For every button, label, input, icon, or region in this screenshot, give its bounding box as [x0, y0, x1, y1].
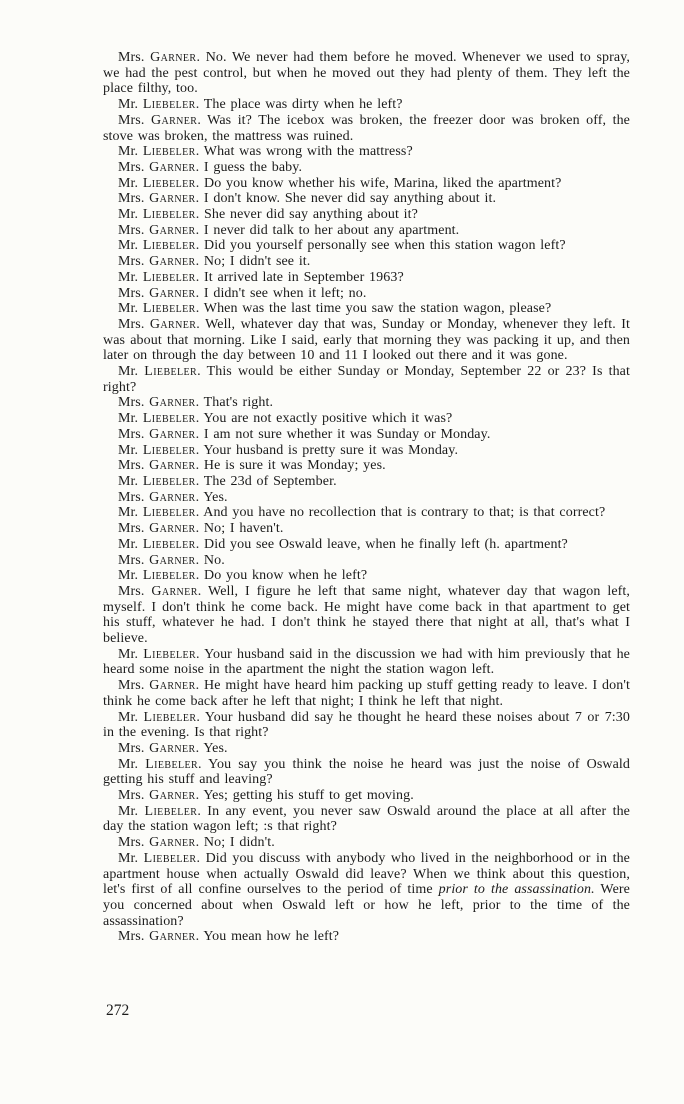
speaker-prefix: Mrs.	[118, 112, 151, 128]
speaker-prefix: Mrs.	[118, 929, 150, 945]
dialogue-text: . You are not exactly positive which it was?	[195, 411, 453, 427]
speaker-name: Liebeler	[142, 144, 196, 160]
speaker-prefix: Mr.	[118, 301, 143, 317]
speaker-prefix: Mrs.	[118, 222, 150, 238]
speaker-prefix: Mrs.	[118, 740, 150, 756]
speaker-name: Liebeler	[144, 364, 198, 380]
speaker-name: Liebeler	[142, 269, 196, 285]
speaker-name: Garner	[150, 50, 197, 65]
speaker-prefix: Mr.	[118, 646, 144, 662]
speaker-prefix: Mrs.	[118, 285, 150, 301]
speaker-name: Liebeler	[142, 175, 196, 191]
dialogue-text: . Well, whatever day that was, Sunday or Monday, whenever they left. It was about that morning. Like I said, early that morning they was packing it up, and then later on through the day between 10 and 11 I looked out there and it was gone.	[103, 316, 630, 364]
dialogue-text: . Yes.	[195, 740, 228, 756]
speaker-prefix: Mrs.	[118, 583, 152, 599]
speaker-prefix: Mr.	[118, 709, 144, 725]
speaker-prefix: Mrs.	[118, 788, 150, 804]
dialogue-paragraph	[103, 113, 630, 144]
transcript	[103, 50, 630, 945]
speaker-name: Garner	[149, 316, 197, 332]
dialogue-paragraph	[103, 851, 630, 930]
speaker-name: Garner	[149, 521, 196, 537]
dialogue-paragraph	[103, 804, 630, 835]
dialogue-text: . He is sure it was Monday; yes.	[195, 458, 386, 474]
dialogue-text: . Your husband is pretty sure it was Monday.	[195, 442, 459, 458]
speaker-prefix: Mrs.	[118, 458, 150, 474]
dialogue-text: . Was it? The icebox was broken, the freezer door was broken off, the stove was broken, the mattress was ruined.	[103, 112, 630, 144]
dialogue-paragraph	[103, 553, 630, 569]
dialogue-paragraph	[103, 647, 630, 678]
speaker-name: Garner	[150, 112, 198, 128]
speaker-prefix: Mrs.	[118, 521, 150, 537]
speaker-name: Garner	[149, 395, 196, 411]
dialogue-text: . Did you see Oswald leave, when he finally left (h. apartment?	[195, 536, 568, 552]
speaker-name: Garner	[149, 740, 196, 756]
dialogue-text: . I didn't see when it left; no.	[195, 285, 367, 301]
speaker-prefix: Mr.	[118, 850, 144, 866]
speaker-prefix: Mr.	[118, 442, 143, 458]
dialogue-text-after: Were you concerned about when Oswald left or how he left, prior to the time of the assassination?	[103, 882, 630, 929]
dialogue-paragraph	[103, 254, 630, 270]
speaker-name: Liebeler	[143, 646, 197, 662]
speaker-name: Liebeler	[142, 568, 196, 584]
speaker-prefix: Mrs.	[118, 678, 150, 694]
speaker-name: Garner	[149, 285, 196, 301]
dialogue-text: . No; I haven't.	[195, 521, 284, 537]
speaker-name: Garner	[151, 583, 198, 599]
speaker-name: Liebeler	[143, 709, 197, 725]
speaker-name: Liebeler	[142, 442, 196, 458]
speaker-prefix: Mrs.	[118, 50, 151, 65]
speaker-prefix: Mrs.	[118, 835, 150, 851]
speaker-prefix: Mr.	[118, 803, 145, 819]
speaker-prefix: Mr.	[118, 473, 143, 489]
speaker-prefix: Mr.	[118, 238, 143, 254]
speaker-prefix: Mr.	[118, 144, 143, 160]
speaker-prefix: Mrs.	[118, 489, 150, 505]
dialogue-text: . Yes; getting his stuff to get moving.	[195, 788, 414, 804]
dialogue-text: . I never did talk to her about any apartment.	[195, 222, 460, 238]
dialogue-text: . I guess the baby.	[195, 159, 303, 175]
dialogue-paragraph	[103, 458, 630, 474]
speaker-name: Liebeler	[142, 411, 196, 427]
speaker-prefix: Mr.	[118, 756, 146, 772]
dialogue-text: . No; I didn't see it.	[195, 254, 311, 270]
speaker-prefix: Mrs.	[118, 316, 150, 332]
page-number: 272	[106, 1002, 130, 1019]
dialogue-paragraph	[103, 568, 630, 584]
speaker-prefix: Mrs.	[118, 395, 150, 411]
speaker-name: Liebeler	[145, 756, 199, 772]
speaker-name: Garner	[149, 788, 196, 804]
speaker-name: Liebeler	[143, 850, 197, 866]
dialogue-text: . The 23d of September.	[195, 473, 337, 489]
dialogue-paragraph	[103, 191, 630, 207]
speaker-name: Liebeler	[142, 473, 196, 489]
dialogue-paragraph	[103, 490, 630, 506]
dialogue-text: . It arrived late in September 1963?	[195, 269, 404, 285]
speaker-name: Liebeler	[142, 238, 196, 254]
dialogue-text: . No. We never had them before he moved. Whenever we used to spray, we had the pest control, but when he moved out they had plenty of them. They left the place filthy, too.	[103, 50, 630, 97]
dialogue-paragraph	[103, 301, 630, 317]
dialogue-paragraph	[103, 286, 630, 302]
speaker-prefix: Mr.	[118, 568, 143, 584]
dialogue-paragraph	[103, 741, 630, 757]
speaker-name: Garner	[149, 458, 196, 474]
speaker-name: Garner	[149, 426, 196, 442]
speaker-name: Liebeler	[142, 505, 196, 521]
dialogue-italic-phrase: prior to the assassination.	[438, 882, 595, 898]
dialogue-paragraph	[103, 788, 630, 804]
dialogue-text: . Did you yourself personally see when this station wagon left?	[195, 238, 566, 254]
speaker-name: Liebeler	[142, 207, 196, 223]
dialogue-paragraph	[103, 50, 630, 97]
dialogue-paragraph	[103, 474, 630, 490]
dialogue-paragraph	[103, 537, 630, 553]
dialogue-text: . Your husband said in the discussion we had with him previously that he heard some noise in the apartment the night the station wagon left.	[103, 646, 630, 678]
speaker-name: Garner	[149, 489, 196, 505]
dialogue-paragraph	[103, 521, 630, 537]
dialogue-paragraph	[103, 364, 630, 395]
speaker-name: Garner	[149, 929, 196, 945]
dialogue-paragraph	[103, 144, 630, 160]
dialogue-text: . She never did say anything about it?	[195, 207, 418, 223]
dialogue-text: . Do you know when he left?	[195, 568, 368, 584]
dialogue-paragraph	[103, 97, 630, 113]
speaker-prefix: Mrs.	[118, 254, 150, 270]
speaker-prefix: Mr.	[118, 175, 143, 191]
dialogue-text: . No; I didn't.	[195, 835, 275, 851]
dialogue-text: . Your husband did say he thought he heard these noises about 7 or 7:30 in the evening. Is that right?	[103, 709, 630, 741]
dialogue-paragraph	[103, 505, 630, 521]
speaker-prefix: Mrs.	[118, 426, 150, 442]
dialogue-text: . No.	[195, 552, 225, 568]
dialogue-text: . I am not sure whether it was Sunday or Monday.	[195, 426, 491, 442]
speaker-prefix: Mrs.	[118, 191, 150, 207]
dialogue-paragraph	[103, 411, 630, 427]
dialogue-paragraph	[103, 238, 630, 254]
dialogue-text: . The place was dirty when he left?	[195, 97, 403, 113]
speaker-name: Garner	[149, 552, 196, 568]
speaker-name: Liebeler	[144, 803, 198, 819]
dialogue-text: . Did you discuss with anybody who lived in the neighborhood or in the apartment house when actually Oswald did leave? When we think about this question, let's first of all confine ourselves to the period of time	[103, 850, 630, 898]
dialogue-text: . Yes.	[195, 489, 228, 505]
speaker-name: Garner	[149, 835, 196, 851]
speaker-prefix: Mr.	[118, 536, 143, 552]
dialogue-text: . When was the last time you saw the station wagon, please?	[195, 301, 552, 317]
dialogue-paragraph	[103, 270, 630, 286]
dialogue-paragraph	[103, 223, 630, 239]
dialogue-paragraph	[103, 710, 630, 741]
speaker-prefix: Mr.	[118, 411, 143, 427]
dialogue-paragraph	[103, 317, 630, 364]
dialogue-paragraph	[103, 929, 630, 945]
speaker-prefix: Mr.	[118, 97, 143, 113]
dialogue-paragraph	[103, 678, 630, 709]
speaker-prefix: Mr.	[118, 364, 145, 380]
speaker-name: Garner	[149, 191, 196, 207]
dialogue-text: . This would be either Sunday or Monday, September 22 or 23? Is that right?	[103, 364, 630, 395]
speaker-name: Liebeler	[142, 301, 196, 317]
dialogue-text: . What was wrong with the mattress?	[195, 144, 413, 160]
speaker-name: Garner	[149, 254, 196, 270]
dialogue-paragraph	[103, 160, 630, 176]
speaker-prefix: Mr.	[118, 207, 143, 223]
dialogue-paragraph	[103, 427, 630, 443]
dialogue-paragraph	[103, 395, 630, 411]
dialogue-paragraph	[103, 176, 630, 192]
dialogue-text: . I don't know. She never did say anything about it.	[195, 191, 497, 207]
dialogue-paragraph	[103, 443, 630, 459]
dialogue-paragraph	[103, 207, 630, 223]
dialogue-paragraph	[103, 584, 630, 647]
dialogue-text: . Well, I figure he left that same night, whatever day that wagon left, myself. I don't think he come back. He might have come back in that apartment to get his stuff, whatever he had. I don't think he stayed there that night at all, that's what I believe.	[103, 583, 630, 647]
speaker-name: Liebeler	[142, 536, 196, 552]
dialogue-text: . Do you know whether his wife, Marina, liked the apartment?	[195, 175, 562, 191]
speaker-name: Liebeler	[142, 97, 196, 113]
dialogue-text: . You say you think the noise he heard was just the noise of Oswald getting his stuff and leaving?	[103, 756, 631, 788]
dialogue-paragraph	[103, 757, 630, 788]
dialogue-paragraph	[103, 835, 630, 851]
speaker-name: Garner	[149, 678, 196, 694]
speaker-name: Garner	[149, 159, 196, 175]
speaker-prefix: Mr.	[118, 505, 143, 521]
dialogue-text: . He might have heard him packing up stuff getting ready to leave. I don't think he come back after he left that night; I think he left that night.	[103, 678, 630, 709]
speaker-prefix: Mrs.	[118, 552, 150, 568]
speaker-prefix: Mr.	[118, 269, 143, 285]
dialogue-text: . In any event, you never saw Oswald around the place at all after the day the station wagon left; :s that right?	[103, 803, 630, 835]
dialogue-text: . You mean how he left?	[195, 929, 340, 945]
dialogue-text: . That's right.	[195, 395, 274, 411]
speaker-name: Garner	[149, 222, 196, 238]
speaker-prefix: Mrs.	[118, 159, 150, 175]
dialogue-text: . And you have no recollection that is contrary to that; is that correct?	[195, 505, 606, 521]
